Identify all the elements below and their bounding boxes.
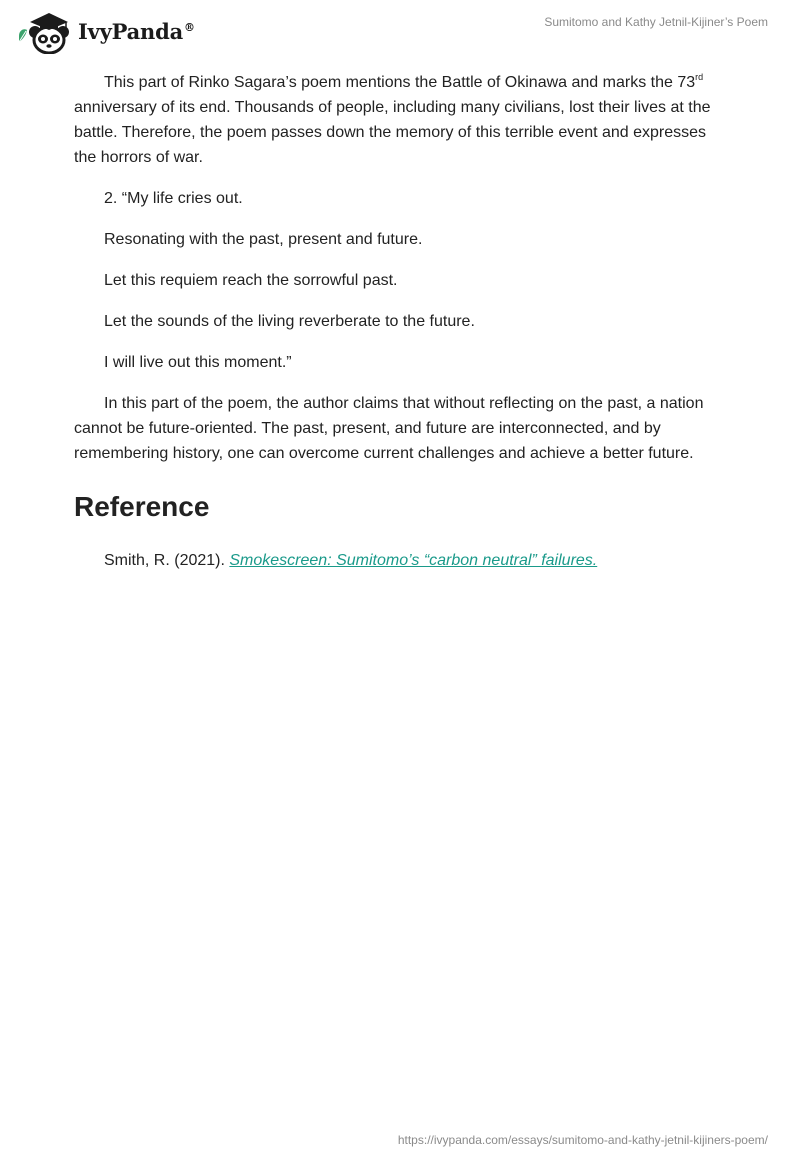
ivypanda-logo[interactable] xyxy=(16,8,195,54)
page-url[interactable]: https://ivypanda.com/essays/sumitomo-and-kathy-jetnil-kijiners-poem/ xyxy=(397,1133,768,1147)
quote-line: Let the sounds of the living reverberate to the future. xyxy=(104,313,475,330)
quote-line: Let this requiem reach the sorrowful past. xyxy=(104,272,398,289)
brand-name xyxy=(78,19,195,44)
reference-link[interactable]: Smokescreen: Sumitomo’s “carbon neutral” failures. xyxy=(229,552,598,569)
quote-line: Resonating with the past, present and future. xyxy=(104,231,423,248)
reference-heading: Reference xyxy=(74,491,210,522)
essay-content xyxy=(74,70,726,573)
ordinal-superscript: rd xyxy=(695,71,704,82)
paragraph-text: anniversary of its end. Thousands of people, including many civilians, lost their lives at the battle. Therefore, the poem passes down the memory of this terrible event and expresses the horrors of war. xyxy=(74,99,711,166)
paragraph-okinawa xyxy=(74,70,726,170)
reference-author-year: Smith, R. (2021). xyxy=(104,552,230,569)
quote-line: I will live out this moment.” xyxy=(104,354,292,371)
document-title: Sumitomo and Kathy Jetnil-Kijiner’s Poem xyxy=(544,15,768,29)
registered-mark: ® xyxy=(184,20,195,34)
page-header xyxy=(0,0,800,60)
reference-entry xyxy=(74,548,726,573)
quote-line: 2. “My life cries out. xyxy=(104,190,243,207)
paragraph-future: In this part of the poem, the author claims that without reflecting on the past, a nation cannot be future-oriented. The past, present, and future are interconnected, and by remembering history, one can overcome current challenges and achieve a better future. xyxy=(74,395,704,462)
brand-text: IvyPanda xyxy=(78,18,184,44)
paragraph-text: This part of Rinko Sagara’s poem mentions the Battle of Okinawa and marks the 73 xyxy=(104,74,696,91)
panda-graduate-icon xyxy=(16,8,74,54)
